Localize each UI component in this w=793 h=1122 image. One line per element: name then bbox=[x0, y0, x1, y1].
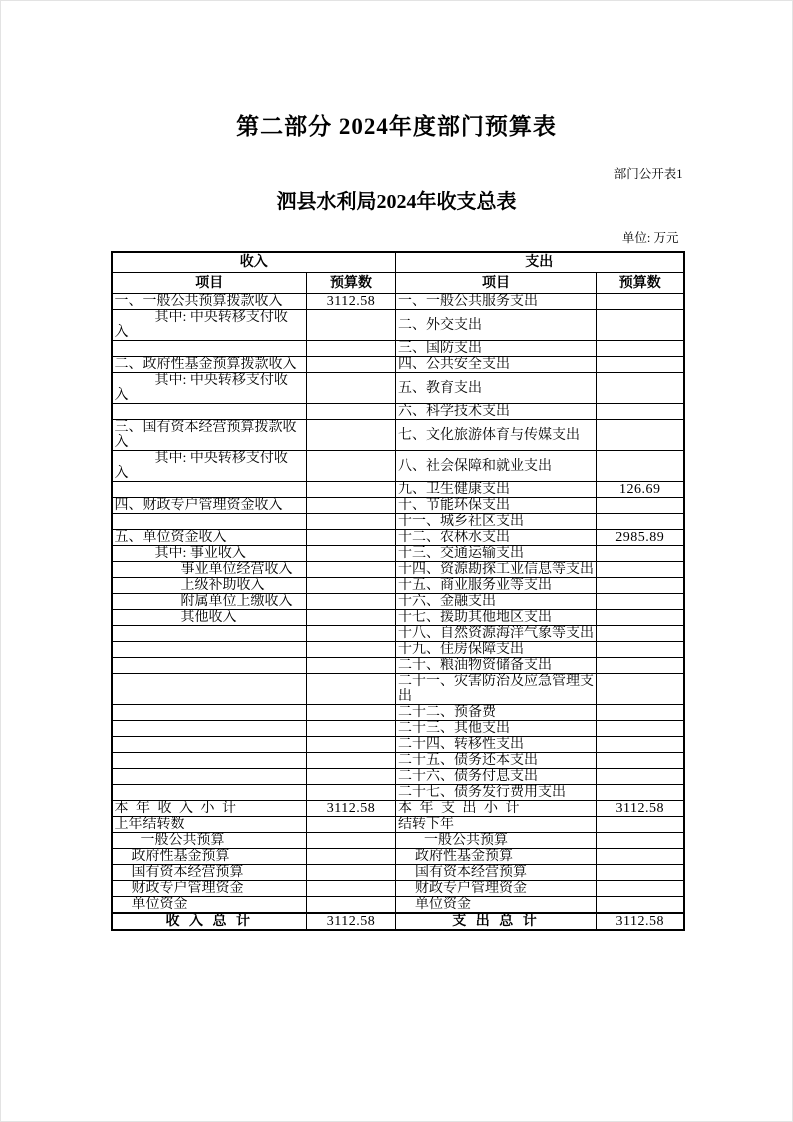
income-budget-cell bbox=[307, 881, 396, 897]
table-row bbox=[112, 769, 684, 785]
table-row bbox=[112, 674, 684, 705]
table-row bbox=[112, 482, 684, 498]
expense-budget-cell bbox=[597, 674, 684, 705]
expense-item-cell: 国有资本经营预算 bbox=[396, 865, 597, 881]
expense-item-cell: 政府性基金预算 bbox=[396, 849, 597, 865]
expense-item-cell: 十一、城乡社区支出 bbox=[396, 514, 597, 530]
budget-summary-table bbox=[111, 251, 685, 932]
expense-item-cell: 结转下年 bbox=[396, 817, 597, 833]
expense-budget-cell bbox=[597, 562, 684, 578]
page-content bbox=[111, 167, 683, 931]
table-section-header-row bbox=[112, 252, 684, 273]
table-row bbox=[112, 849, 684, 865]
income-item-cell: 五、单位资金收入 bbox=[112, 530, 307, 546]
table-row bbox=[112, 817, 684, 833]
income-budget-cell bbox=[307, 482, 396, 498]
expense-budget-cell bbox=[597, 546, 684, 562]
table-row bbox=[112, 294, 684, 310]
expense-budget-cell bbox=[597, 626, 684, 642]
income-item-cell bbox=[112, 705, 307, 721]
income-budget-cell bbox=[307, 310, 396, 341]
income-item-cell: 收 入 总 计 bbox=[112, 913, 307, 930]
expense-item-cell: 二十五、债务还本支出 bbox=[396, 753, 597, 769]
income-item-cell bbox=[112, 737, 307, 753]
expense-budget-cell bbox=[597, 721, 684, 737]
table-row bbox=[112, 737, 684, 753]
expense-item-column-header: 项目 bbox=[396, 273, 597, 294]
table-row bbox=[112, 626, 684, 642]
table-row bbox=[112, 642, 684, 658]
income-budget-cell bbox=[307, 753, 396, 769]
expense-item-cell: 二、外交支出 bbox=[396, 310, 597, 341]
table-row bbox=[112, 913, 684, 930]
income-budget-cell bbox=[307, 610, 396, 626]
income-budget-cell bbox=[307, 817, 396, 833]
income-budget-cell bbox=[307, 785, 396, 801]
income-budget-cell: 3112.58 bbox=[307, 801, 396, 817]
income-budget-cell bbox=[307, 546, 396, 562]
table-row bbox=[112, 498, 684, 514]
expense-budget-cell bbox=[597, 357, 684, 373]
part-title: 第二部分 2024年度部门预算表 bbox=[236, 114, 557, 139]
expense-budget-cell bbox=[597, 881, 684, 897]
expense-budget-cell bbox=[597, 865, 684, 881]
expense-budget-cell bbox=[597, 705, 684, 721]
expense-section-header: 支出 bbox=[396, 252, 684, 273]
expense-item-cell: 二十三、其他支出 bbox=[396, 721, 597, 737]
expense-item-cell: 十七、援助其他地区支出 bbox=[396, 610, 597, 626]
income-item-cell bbox=[112, 721, 307, 737]
income-budget-cell bbox=[307, 658, 396, 674]
expense-budget-cell bbox=[597, 737, 684, 753]
table-title: 泗县水利局2024年收支总表 bbox=[276, 191, 517, 213]
income-budget-cell bbox=[307, 769, 396, 785]
expense-budget-cell bbox=[597, 897, 684, 914]
income-item-cell bbox=[112, 482, 307, 498]
income-item-cell: 一般公共预算 bbox=[112, 833, 307, 849]
income-budget-cell bbox=[307, 737, 396, 753]
income-item-cell bbox=[112, 514, 307, 530]
expense-budget-cell bbox=[597, 514, 684, 530]
income-budget-cell bbox=[307, 578, 396, 594]
income-item-cell bbox=[112, 404, 307, 420]
expense-budget-cell bbox=[597, 420, 684, 451]
expense-item-cell: 二十四、转移性支出 bbox=[396, 737, 597, 753]
expense-budget-cell: 3112.58 bbox=[597, 801, 684, 817]
income-budget-cell bbox=[307, 674, 396, 705]
table-row bbox=[112, 373, 684, 404]
income-item-cell: 国有资本经营预算 bbox=[112, 865, 307, 881]
table-row bbox=[112, 578, 684, 594]
expense-budget-cell bbox=[597, 341, 684, 357]
table-row bbox=[112, 341, 684, 357]
table-row bbox=[112, 310, 684, 341]
income-item-cell: 本 年 收 入 小 计 bbox=[112, 801, 307, 817]
expense-item-cell: 二十七、债务发行费用支出 bbox=[396, 785, 597, 801]
income-item-cell bbox=[112, 785, 307, 801]
table-row bbox=[112, 721, 684, 737]
table-row bbox=[112, 753, 684, 769]
table-row bbox=[112, 801, 684, 817]
income-item-cell: 四、财政专户管理资金收入 bbox=[112, 498, 307, 514]
expense-item-cell: 九、卫生健康支出 bbox=[396, 482, 597, 498]
expense-item-cell: 十五、商业服务业等支出 bbox=[396, 578, 597, 594]
income-budget-cell bbox=[307, 705, 396, 721]
income-budget-cell bbox=[307, 373, 396, 404]
expense-budget-cell bbox=[597, 373, 684, 404]
expense-item-cell: 十二、农林水支出 bbox=[396, 530, 597, 546]
expense-budget-cell: 2985.89 bbox=[597, 530, 684, 546]
income-item-column-header: 项目 bbox=[112, 273, 307, 294]
income-item-cell bbox=[112, 642, 307, 658]
income-item-cell: 上年结转数 bbox=[112, 817, 307, 833]
expense-item-cell: 二十、粮油物资储备支出 bbox=[396, 658, 597, 674]
expense-budget-cell bbox=[597, 769, 684, 785]
table-row bbox=[112, 546, 684, 562]
table-row bbox=[112, 785, 684, 801]
expense-item-cell: 本 年 支 出 小 计 bbox=[396, 801, 597, 817]
income-budget-cell bbox=[307, 404, 396, 420]
income-budget-cell bbox=[307, 897, 396, 914]
income-item-cell: 其中: 中央转移支付收入 bbox=[112, 451, 307, 482]
income-section-header: 收入 bbox=[112, 252, 396, 273]
expense-item-cell: 二十二、预备费 bbox=[396, 705, 597, 721]
expense-budget-cell bbox=[597, 294, 684, 310]
income-budget-cell bbox=[307, 530, 396, 546]
expense-budget-cell bbox=[597, 610, 684, 626]
expense-budget-cell: 3112.58 bbox=[597, 913, 684, 930]
expense-item-cell: 二十一、灾害防治及应急管理支出 bbox=[396, 674, 597, 705]
expense-item-cell: 单位资金 bbox=[396, 897, 597, 914]
expense-budget-cell bbox=[597, 817, 684, 833]
income-item-cell: 一、一般公共预算拨款收入 bbox=[112, 294, 307, 310]
table-row bbox=[112, 865, 684, 881]
income-item-cell bbox=[112, 341, 307, 357]
income-item-cell: 其中: 中央转移支付收入 bbox=[112, 310, 307, 341]
income-item-cell: 上级补助收入 bbox=[112, 578, 307, 594]
table-row bbox=[112, 357, 684, 373]
expense-budget-cell bbox=[597, 578, 684, 594]
expense-item-cell: 七、文化旅游体育与传媒支出 bbox=[396, 420, 597, 451]
income-item-cell: 其中: 事业收入 bbox=[112, 546, 307, 562]
income-item-cell: 附属单位上缴收入 bbox=[112, 594, 307, 610]
income-budget-cell bbox=[307, 357, 396, 373]
income-item-cell: 其他收入 bbox=[112, 610, 307, 626]
expense-item-cell: 二十六、债务付息支出 bbox=[396, 769, 597, 785]
expense-item-cell: 支 出 总 计 bbox=[396, 913, 597, 930]
expense-item-cell: 三、国防支出 bbox=[396, 341, 597, 357]
expense-budget-cell bbox=[597, 785, 684, 801]
income-budget-cell: 3112.58 bbox=[307, 294, 396, 310]
expense-item-cell: 十四、资源勘探工业信息等支出 bbox=[396, 562, 597, 578]
income-budget-cell bbox=[307, 721, 396, 737]
expense-item-cell: 一般公共预算 bbox=[396, 833, 597, 849]
income-budget-cell: 3112.58 bbox=[307, 913, 396, 930]
income-item-cell: 事业单位经营收入 bbox=[112, 562, 307, 578]
expense-budget-cell: 126.69 bbox=[597, 482, 684, 498]
income-budget-cell bbox=[307, 594, 396, 610]
expense-budget-cell bbox=[597, 310, 684, 341]
expense-budget-cell bbox=[597, 404, 684, 420]
table-row bbox=[112, 881, 684, 897]
unit-note: 单位: 万元 bbox=[621, 230, 679, 245]
income-budget-cell bbox=[307, 865, 396, 881]
expense-item-cell: 十三、交通运输支出 bbox=[396, 546, 597, 562]
table-row bbox=[112, 420, 684, 451]
expense-item-cell: 十九、住房保障支出 bbox=[396, 642, 597, 658]
table-row bbox=[112, 610, 684, 626]
table-row bbox=[112, 594, 684, 610]
table-row bbox=[112, 833, 684, 849]
income-item-cell: 单位资金 bbox=[112, 897, 307, 914]
income-item-cell: 政府性基金预算 bbox=[112, 849, 307, 865]
table-row bbox=[112, 404, 684, 420]
income-budget-cell bbox=[307, 451, 396, 482]
income-budget-cell bbox=[307, 562, 396, 578]
expense-item-cell: 六、科学技术支出 bbox=[396, 404, 597, 420]
table-row bbox=[112, 451, 684, 482]
budget-table-body bbox=[112, 294, 684, 931]
income-budget-cell bbox=[307, 341, 396, 357]
table-row bbox=[112, 514, 684, 530]
expense-budget-column-header: 预算数 bbox=[597, 273, 684, 294]
table-row bbox=[112, 530, 684, 546]
income-item-cell bbox=[112, 626, 307, 642]
table-row bbox=[112, 705, 684, 721]
expense-item-cell: 五、教育支出 bbox=[396, 373, 597, 404]
expense-budget-cell bbox=[597, 833, 684, 849]
income-budget-column-header: 预算数 bbox=[307, 273, 396, 294]
expense-budget-cell bbox=[597, 849, 684, 865]
expense-budget-cell bbox=[597, 451, 684, 482]
expense-budget-cell bbox=[597, 753, 684, 769]
income-budget-cell bbox=[307, 514, 396, 530]
income-budget-cell bbox=[307, 420, 396, 451]
table-column-header-row bbox=[112, 273, 684, 294]
expense-item-cell: 八、社会保障和就业支出 bbox=[396, 451, 597, 482]
income-item-cell: 三、国有资本经营预算拨款收入 bbox=[112, 420, 307, 451]
table-row bbox=[112, 658, 684, 674]
income-budget-cell bbox=[307, 498, 396, 514]
expense-item-cell: 一、一般公共服务支出 bbox=[396, 294, 597, 310]
expense-item-cell: 十、节能环保支出 bbox=[396, 498, 597, 514]
income-budget-cell bbox=[307, 849, 396, 865]
expense-item-cell: 十八、自然资源海洋气象等支出 bbox=[396, 626, 597, 642]
income-budget-cell bbox=[307, 833, 396, 849]
income-item-cell bbox=[112, 658, 307, 674]
expense-budget-cell bbox=[597, 642, 684, 658]
table-row bbox=[112, 897, 684, 914]
income-item-cell: 二、政府性基金预算拨款收入 bbox=[112, 357, 307, 373]
expense-item-cell: 财政专户管理资金 bbox=[396, 881, 597, 897]
income-item-cell bbox=[112, 674, 307, 705]
expense-budget-cell bbox=[597, 498, 684, 514]
income-budget-cell bbox=[307, 626, 396, 642]
income-item-cell bbox=[112, 769, 307, 785]
table-tag: 部门公开表1 bbox=[613, 167, 683, 181]
expense-budget-cell bbox=[597, 658, 684, 674]
income-item-cell bbox=[112, 753, 307, 769]
expense-item-cell: 十六、金融支出 bbox=[396, 594, 597, 610]
income-item-cell: 其中: 中央转移支付收入 bbox=[112, 373, 307, 404]
income-item-cell: 财政专户管理资金 bbox=[112, 881, 307, 897]
income-budget-cell bbox=[307, 642, 396, 658]
expense-item-cell: 四、公共安全支出 bbox=[396, 357, 597, 373]
expense-budget-cell bbox=[597, 594, 684, 610]
table-row bbox=[112, 562, 684, 578]
